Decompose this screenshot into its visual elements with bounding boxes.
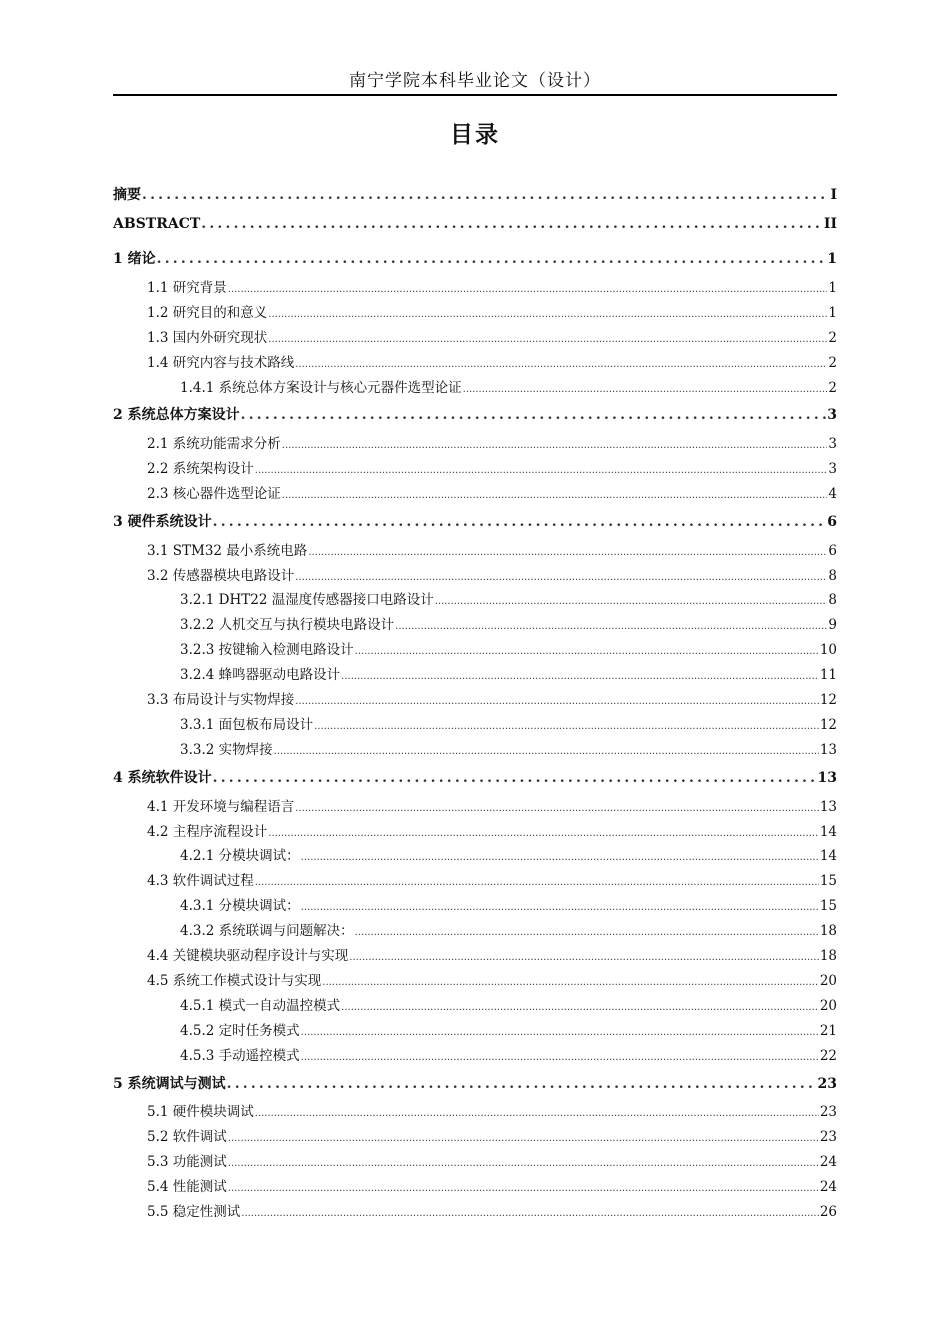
toc-entry-label: 5.3 功能测试: [147, 1154, 227, 1170]
toc-entry-label: 1.3 国内外研究现状: [147, 330, 268, 346]
toc-entry[interactable]: [113, 1073, 837, 1093]
toc-entry-label: 4.3 软件调试过程: [147, 873, 254, 889]
toc-entry-label: 4.3.2 系统联调与问题解决：: [180, 923, 354, 939]
toc-leader-dots: [157, 251, 827, 267]
toc-entry-page: 24: [819, 1154, 837, 1170]
toc-entry[interactable]: [180, 713, 837, 733]
toc-entry-label: 5.5 稳定性测试: [147, 1204, 241, 1220]
toc-entry-label: 3.3.2 实物焊接: [180, 742, 273, 758]
toc-entry-label: 3.1 STM32 最小系统电路: [147, 543, 308, 559]
toc-entry-label: 5.2 软件调试: [147, 1129, 227, 1145]
toc-leader-dots: [341, 1002, 819, 1013]
toc-leader-dots: [201, 216, 823, 232]
toc-leader-dots: [301, 1052, 819, 1063]
toc-entry-page: 20: [819, 973, 837, 989]
toc-entry-page: 11: [819, 667, 837, 683]
toc-entry[interactable]: [180, 738, 837, 758]
toc-entry[interactable]: [180, 894, 837, 914]
toc-leader-dots: [301, 1027, 819, 1038]
toc-entry-page: II: [823, 216, 837, 232]
toc-entry-page: 8: [828, 592, 837, 608]
toc-entry[interactable]: [147, 1175, 837, 1195]
toc-entry-page: 18: [819, 948, 837, 964]
toc-leader-dots: [355, 646, 819, 657]
toc-leader-dots: [268, 334, 827, 345]
toc-entry[interactable]: [113, 184, 837, 204]
toc-entry-label: 3.2.2 人机交互与执行模块电路设计: [180, 617, 395, 633]
toc-entry[interactable]: [147, 1150, 837, 1170]
toc-leader-dots: [255, 877, 819, 888]
toc-entry-label: 2.2 系统架构设计: [147, 461, 254, 477]
toc-leader-dots: [255, 1108, 819, 1119]
toc-entry-label: ABSTRACT: [113, 216, 201, 232]
toc-entry[interactable]: [113, 767, 837, 787]
toc-entry-label: 3.3 布局设计与实物焊接: [147, 692, 295, 708]
toc-entry[interactable]: [113, 404, 837, 424]
toc-entry[interactable]: [147, 482, 837, 502]
toc-entry[interactable]: [180, 376, 837, 396]
toc-leader-dots: [268, 828, 819, 839]
toc-entry-page: 13: [819, 742, 837, 758]
toc-entry-label: 3 硬件系统设计: [113, 514, 212, 530]
toc-leader-dots: [241, 407, 827, 423]
toc-entry-label: 3.2.4 蜂鸣器驱动电路设计: [180, 667, 341, 683]
toc-entry-label: 3.2.1 DHT22 温湿度传感器接口电路设计: [180, 592, 434, 608]
toc-leader-dots: [213, 514, 827, 530]
toc-entry-label: 5 系统调试与测试: [113, 1076, 226, 1092]
toc-entry-label: 摘要: [113, 187, 141, 203]
toc-entry[interactable]: [180, 919, 837, 939]
toc-entry-label: 1.1 研究背景: [147, 280, 227, 296]
toc-entry-page: 8: [828, 568, 837, 584]
toc-entry[interactable]: [147, 1125, 837, 1145]
toc-entry-page: 15: [819, 873, 837, 889]
toc-leader-dots: [228, 284, 828, 295]
toc-leader-dots: [255, 465, 828, 476]
toc-entry-page: 23: [819, 1129, 837, 1145]
toc-leader-dots: [268, 309, 827, 320]
page-title: 目录: [450, 122, 500, 148]
toc-entry[interactable]: [147, 276, 837, 296]
toc-leader-dots: [213, 770, 817, 786]
toc-leader-dots: [341, 671, 819, 682]
toc-entry-page: 18: [819, 923, 837, 939]
toc-entry-label: 2.1 系统功能需求分析: [147, 436, 281, 452]
toc-entry-page: 6: [827, 514, 837, 530]
toc-entry-label: 4.3.1 分模块调试：: [180, 898, 300, 914]
toc-entry[interactable]: [180, 994, 837, 1014]
toc-entry-page: 22: [819, 1048, 837, 1064]
toc-entry-page: 15: [819, 898, 837, 914]
toc-entry-page: 10: [819, 642, 837, 658]
toc-entry-label: 4.1 开发环境与编程语言: [147, 799, 295, 815]
toc-entry[interactable]: [147, 969, 837, 989]
toc-entry[interactable]: [113, 511, 837, 531]
toc-leader-dots: [301, 852, 819, 863]
toc-entry-page: 14: [819, 824, 837, 840]
toc-entry-label: 2 系统总体方案设计: [113, 407, 240, 423]
toc-entry-label: 4.5.3 手动遥控模式: [180, 1048, 300, 1064]
toc-entry-page: 24: [819, 1179, 837, 1195]
toc-leader-dots: [322, 977, 819, 988]
toc-entry[interactable]: [147, 1100, 837, 1120]
toc-entry[interactable]: [113, 248, 837, 268]
toc-entry[interactable]: [180, 613, 837, 633]
toc-leader-dots: [295, 359, 827, 370]
toc-entry[interactable]: [180, 1019, 837, 1039]
toc-entry-page: I: [830, 187, 837, 203]
toc-entry[interactable]: [147, 820, 837, 840]
toc-entry-page: 23: [817, 1076, 837, 1092]
toc-leader-dots: [228, 1183, 819, 1194]
toc-leader-dots: [227, 1076, 817, 1092]
toc-entry-page: 6: [828, 543, 837, 559]
toc-entry-page: 3: [828, 461, 837, 477]
toc-entry[interactable]: [147, 944, 837, 964]
toc-entry-label: 1.4.1 系统总体方案设计与核心元器件选型论证: [180, 380, 462, 396]
toc-entry-label: 1 绪论: [113, 251, 156, 267]
toc-entry[interactable]: [180, 663, 837, 683]
toc-entry-page: 13: [819, 799, 837, 815]
toc-leader-dots: [435, 596, 828, 607]
toc-leader-dots: [282, 440, 828, 451]
toc-leader-dots: [295, 803, 819, 814]
toc-leader-dots: [349, 952, 819, 963]
toc-entry[interactable]: [147, 432, 837, 452]
toc-entry-page: 20: [819, 998, 837, 1014]
toc-entry-page: 14: [819, 848, 837, 864]
toc-entry[interactable]: [147, 539, 837, 559]
toc-leader-dots: [295, 696, 819, 707]
toc-leader-dots: [463, 384, 828, 395]
toc-entry-label: 5.4 性能测试: [147, 1179, 227, 1195]
toc-entry-page: 9: [828, 617, 837, 633]
toc-entry-label: 3.3.1 面包板布局设计: [180, 717, 314, 733]
toc-entry[interactable]: [147, 869, 837, 889]
toc-entry-page: 3: [828, 436, 837, 452]
toc-entry-label: 4.5.1 模式一自动温控模式: [180, 998, 341, 1014]
toc-leader-dots: [301, 902, 819, 913]
toc-entry-page: 21: [819, 1023, 837, 1039]
toc-entry-page: 13: [817, 770, 837, 786]
toc-entry-label: 4.5 系统工作模式设计与实现: [147, 973, 322, 989]
toc-entry-page: 26: [819, 1204, 837, 1220]
toc-entry-label: 3.2.3 按键输入检测电路设计: [180, 642, 354, 658]
toc-entry-page: 23: [819, 1104, 837, 1120]
toc-entry-label: 4.2.1 分模块调试：: [180, 848, 300, 864]
toc-entry-page: 1: [827, 251, 837, 267]
toc-entry-page: 1: [828, 280, 837, 296]
toc-entry[interactable]: [147, 1200, 837, 1220]
toc-entry[interactable]: [180, 638, 837, 658]
toc-entry-label: 4.5.2 定时任务模式: [180, 1023, 300, 1039]
toc-leader-dots: [314, 721, 819, 732]
toc-leader-dots: [282, 490, 828, 501]
toc-leader-dots: [142, 187, 829, 203]
toc-entry-label: 1.4 研究内容与技术路线: [147, 355, 295, 371]
toc-leader-dots: [308, 547, 827, 558]
toc-leader-dots: [295, 572, 827, 583]
toc-entry[interactable]: [180, 844, 837, 864]
toc-entry[interactable]: [180, 1044, 837, 1064]
toc-entry-page: 3: [827, 407, 837, 423]
toc-entry-label: 4 系统软件设计: [113, 770, 212, 786]
toc-leader-dots: [274, 746, 819, 757]
toc-entry-label: 5.1 硬件模块调试: [147, 1104, 254, 1120]
toc-leader-dots: [228, 1133, 819, 1144]
toc-entry[interactable]: [147, 564, 837, 584]
toc-entry-page: 2: [828, 330, 837, 346]
toc-entry[interactable]: [147, 457, 837, 477]
toc-entry-page: 4: [828, 486, 837, 502]
toc-entry[interactable]: [147, 326, 837, 346]
toc-entry[interactable]: [147, 351, 837, 371]
toc-entry[interactable]: [147, 688, 837, 708]
toc-entry[interactable]: [147, 301, 837, 321]
toc-entry-page: 1: [828, 305, 837, 321]
toc-entry-label: 2.3 核心器件选型论证: [147, 486, 281, 502]
toc-entry-label: 4.2 主程序流程设计: [147, 824, 268, 840]
toc-entry[interactable]: [113, 216, 837, 232]
toc-entry-page: 12: [819, 692, 837, 708]
toc-leader-dots: [241, 1208, 819, 1219]
toc-entry[interactable]: [147, 795, 837, 815]
toc-entry[interactable]: [180, 588, 837, 608]
running-header: 南宁学院本科毕业论文（设计）: [113, 66, 837, 96]
toc-leader-dots: [228, 1158, 819, 1169]
toc-entry-label: 4.4 关键模块驱动程序设计与实现: [147, 948, 349, 964]
toc-leader-dots: [395, 621, 827, 632]
toc-entry-page: 2: [828, 380, 837, 396]
toc-entry-page: 2: [828, 355, 837, 371]
toc-entry-label: 1.2 研究目的和意义: [147, 305, 268, 321]
toc-entry-label: 3.2 传感器模块电路设计: [147, 568, 295, 584]
toc-entry-page: 12: [819, 717, 837, 733]
toc-leader-dots: [355, 927, 819, 938]
